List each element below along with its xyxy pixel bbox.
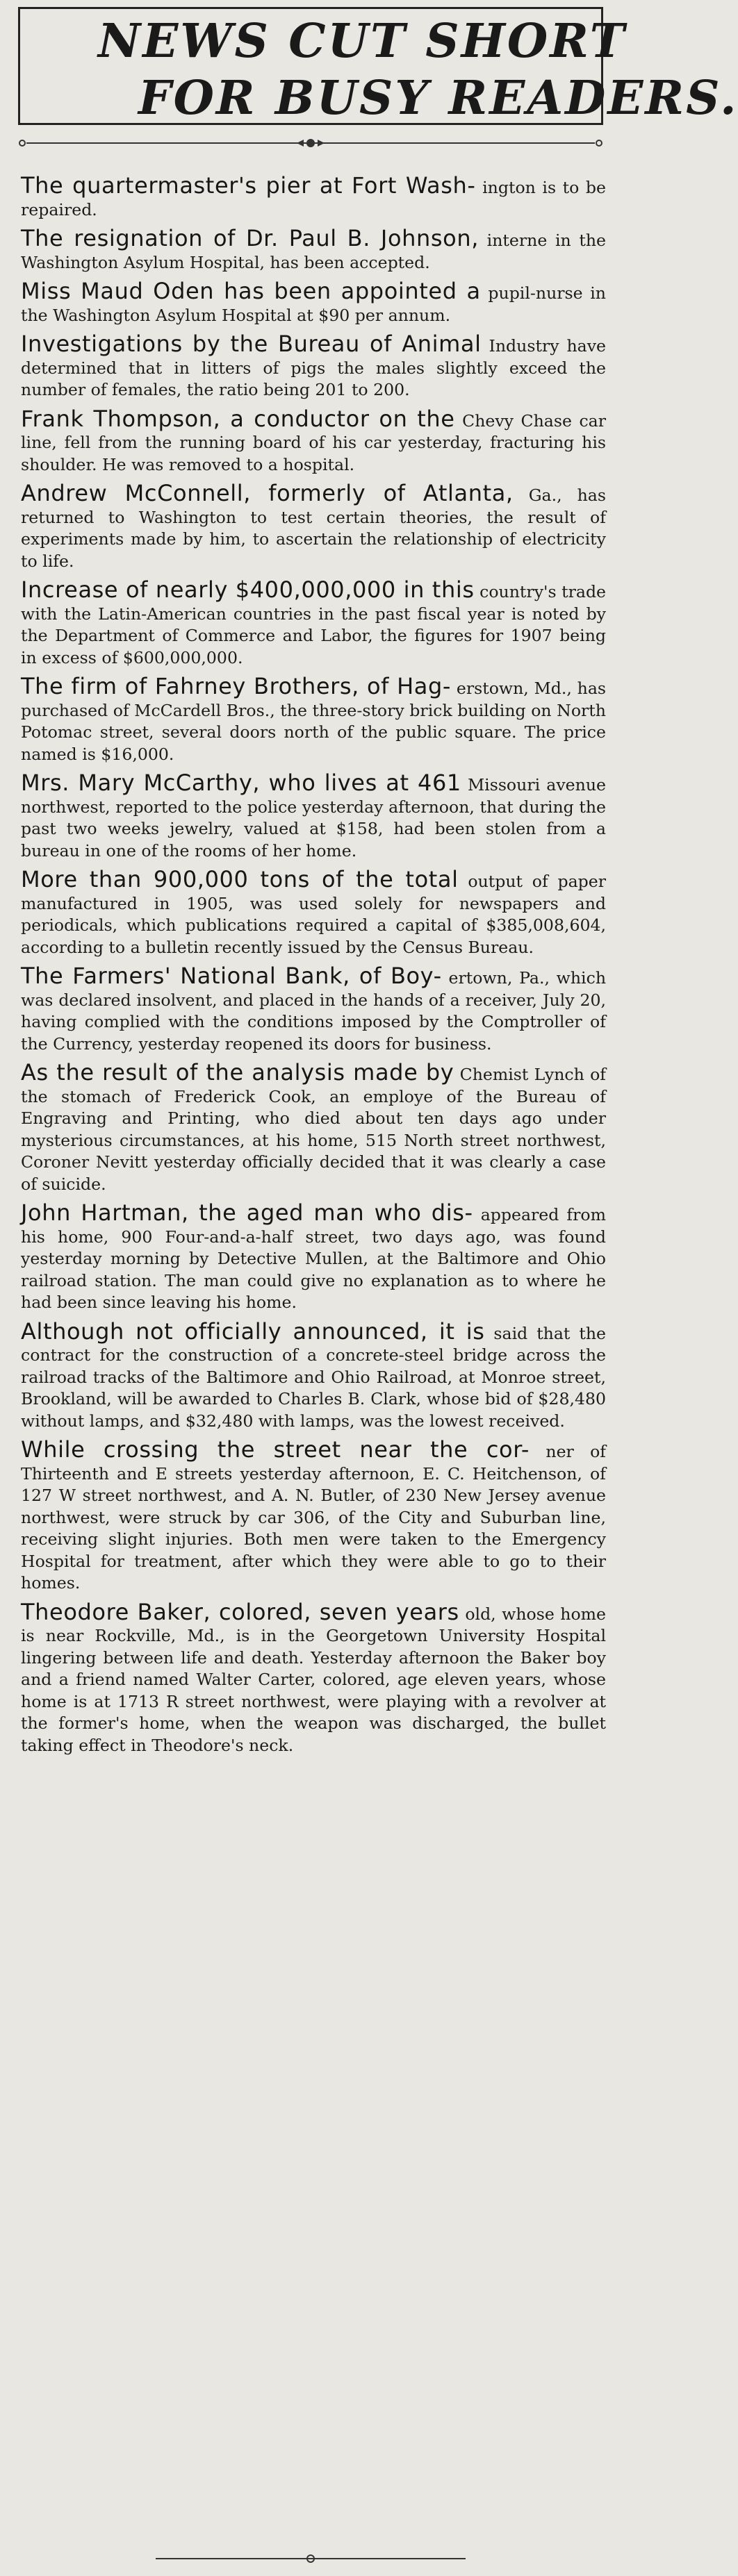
article-body: old, whose home is near Rockville, Md., is in the Georgetown University Hospital lingering between life and death. Yesterday afternoon the Baker boy and a friend named Walter Carter, colored, age eleven years, whose home is at 1713 R street northwest, were playing with a revolver at the former's home, when the weapon was discharged, the bullet taking effect in Theodore's neck.	[21, 1604, 606, 1755]
article-item	[21, 1059, 607, 1195]
article-lead: While crossing the street near the cor-	[21, 1436, 530, 1463]
article-body: Missouri avenue northwest, reported to the police yesterday afternoon, that during the past two weeks jewelry, valued at $158, had been stolen from a bureau in one of the rooms of her home.	[21, 775, 606, 861]
article-lead: Frank Thompson, a conductor on the	[21, 405, 455, 432]
article-body: interne in the Washington Asylum Hospital, has been accepted.	[21, 231, 606, 272]
article-item	[21, 1199, 607, 1314]
article-body: Industry have determined that in litters of pigs the males slightly exceed the number of females, the ratio being 201 to 200.	[21, 336, 606, 399]
article-lead: The firm of Fahrney Brothers, of Hag-	[21, 673, 452, 699]
article-item	[21, 1436, 607, 1595]
article-item	[21, 480, 606, 572]
article-lead: John Hartman, the aged man who dis-	[21, 1199, 473, 1226]
article-item	[21, 333, 606, 401]
article-item	[21, 1318, 607, 1433]
article-lead: The Farmers' National Bank, of Boy-	[21, 963, 442, 989]
article-lead: Theodore Baker, colored, seven years	[21, 1598, 459, 1625]
articles-column	[21, 172, 607, 1763]
article-lead: Increase of nearly $400,000,000 in this	[21, 576, 475, 603]
article-body: output of paper manufactured in 1905, was used solely for newspapers and periodicals, which publications required a capital of $385,008,604, according to a bulletin recently issued by the Census Bureau.	[21, 872, 606, 957]
article-lead: Although not officially announced, it is	[21, 1318, 485, 1345]
article-lead: Andrew McConnell, formerly of Atlanta,	[21, 480, 514, 506]
article-body: erstown, Md., has purchased of McCardell Bros., the three-story brick building on North Potomac street, several doors north of the public square. The price named is $16,000.	[21, 679, 607, 764]
article-body: ner of Thirteenth and E streets yesterday afternoon, E. C. Heitchenson, of 127 W street northwest, and A. N. Butler, of 230 New Jersey avenue northwest, were struck by car 306, of the City and Suburban line, receiving slight injuries. Both men were taken to the Emergency Hospital for treatment, after which they were able to go to their homes.	[21, 1442, 607, 1593]
article-body: appeared from his home, 900 Four-and-a-half street, two days ago, was found yesterday morning by Detective Mullen, at the Baltimore and Ohio railroad station. The man could give no explanation as to where he had been since leaving his home.	[21, 1205, 607, 1312]
article-body: ertown, Pa., which was declared insolvent, and placed in the hands of a receiver, July 20, having complied with the conditions imposed by the Comptroller of the Currency, yesterday reopened its doors for business.	[21, 968, 607, 1054]
article-body: said that the contract for the construction of a concrete-steel bridge across the railroad tracks of the Baltimore and Ohio Railroad, at Monroe street, Brookland, will be awarded to Charles B. Clark, whose bid of $28,480 without lamps, and $32,480 with lamps, was the lowest received.	[21, 1323, 607, 1431]
headline-box	[18, 7, 738, 125]
article-body: ington is to be repaired.	[21, 178, 606, 219]
article-item	[21, 673, 607, 765]
bottom-ornament-rule	[17, 2550, 605, 2567]
article-lead: Mrs. Mary McCarthy, who lives at 461	[21, 770, 461, 796]
article-item	[21, 172, 606, 221]
article-lead: The quartermaster's pier at Fort Wash-	[21, 172, 476, 199]
article-lead: More than 900,000 tons of the total	[21, 866, 459, 892]
top-ornament-rule	[17, 135, 605, 151]
article-body: pupil-nurse in the Washington Asylum Hospital at $90 per annum.	[21, 283, 607, 325]
article-lead: As the result of the analysis made by	[21, 1059, 454, 1086]
article-item	[21, 866, 606, 958]
article-item	[21, 225, 606, 274]
article-item	[21, 278, 607, 326]
headline-line-2: FOR BUSY READERS.	[138, 70, 738, 125]
article-lead: Investigations by the Bureau of Animal	[21, 331, 482, 357]
article-item	[21, 405, 607, 476]
article-body: Ga., has returned to Washington to test certain theories, the result of experiments made by him, to ascertain the relationship of electricity to life.	[21, 485, 606, 571]
article-lead: Miss Maud Oden has been appointed a	[21, 278, 481, 304]
headline-line-1: NEWS CUT SHORT	[98, 13, 627, 68]
article-body: Chemist Lynch of the stomach of Frederick Cook, an employe of the Bureau of Engraving and Printing, who died about ten days ago under mysterious circumstances, at his home, 515 North street northwest, Coroner Nevitt yesterday officially decided that it was clearly a case of suicide.	[21, 1065, 607, 1194]
article-body: Chevy Chase car line, fell from the running board of his car yesterday, fracturing his shoulder. He was removed to a hospital.	[21, 410, 607, 474]
article-item	[21, 772, 606, 862]
article-item	[21, 576, 607, 669]
article-item	[21, 1598, 606, 1757]
article-lead: The resignation of Dr. Paul B. Johnson,	[21, 225, 479, 251]
article-item	[21, 965, 606, 1055]
article-body: country's trade with the Latin-American countries in the past fiscal year is noted by the Department of Commerce and Labor, the figures for 1907 being in excess of $600,000,000.	[21, 582, 607, 667]
